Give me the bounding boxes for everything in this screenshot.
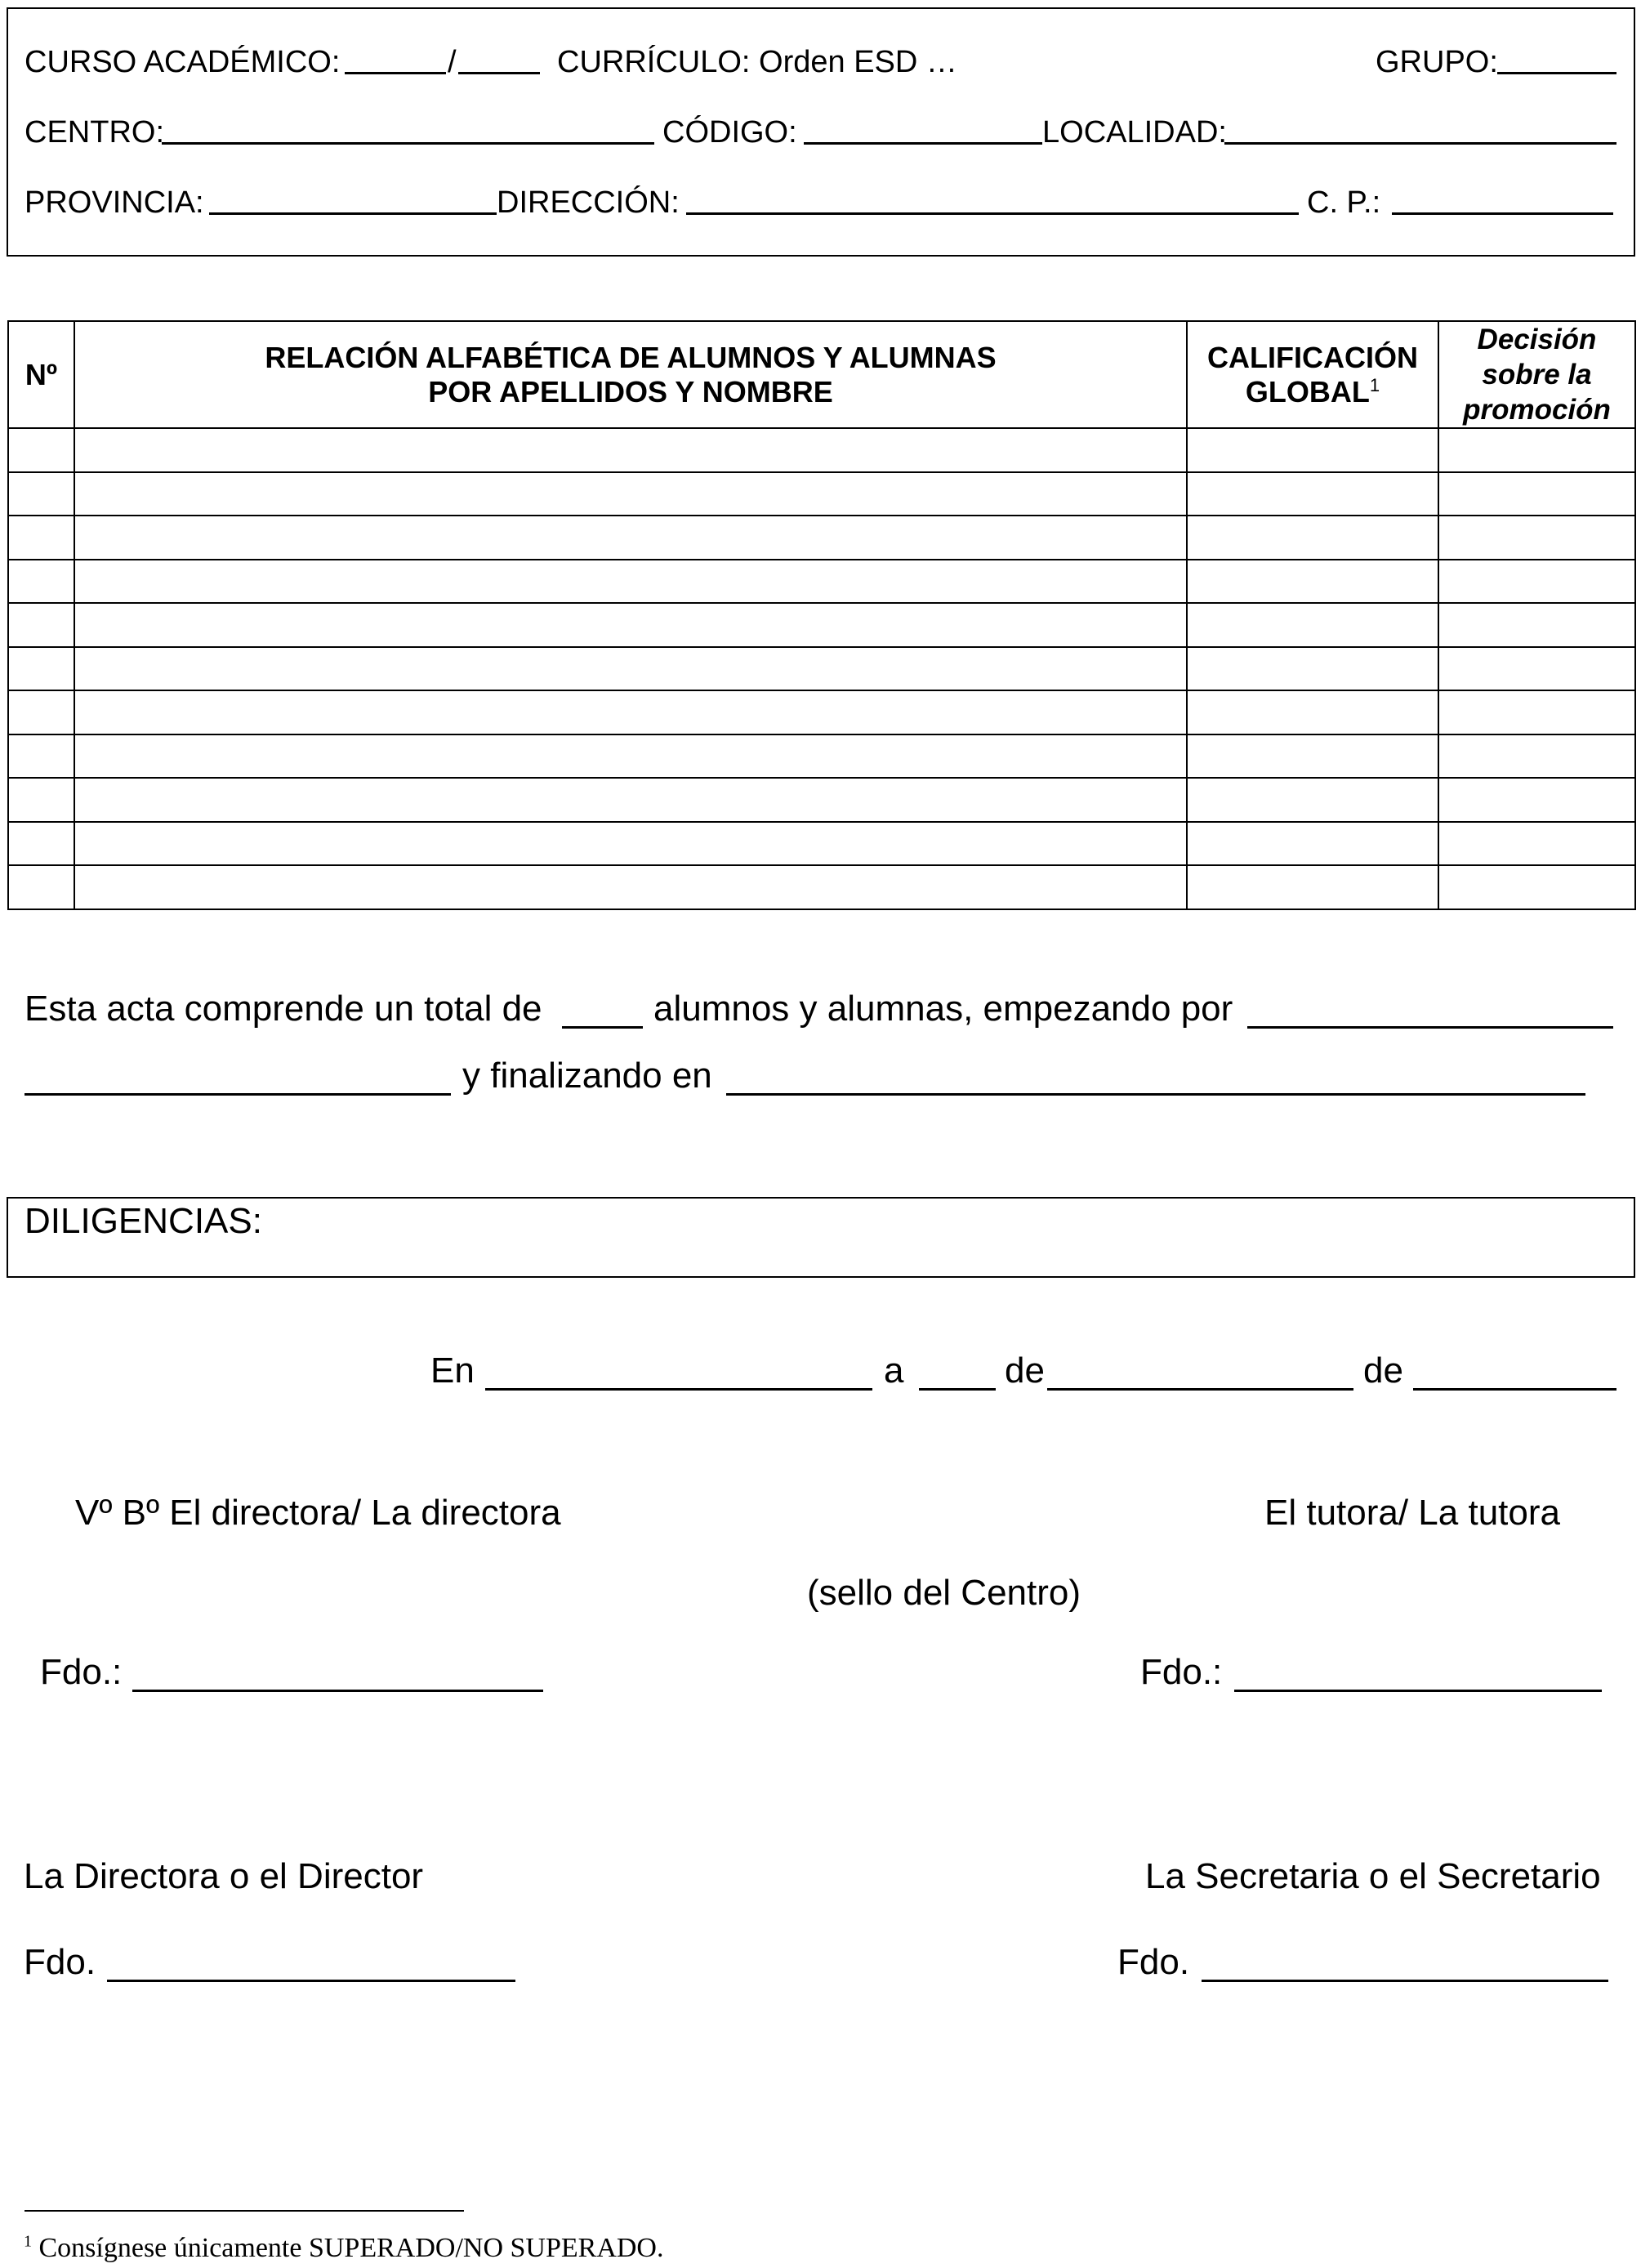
vb-director-label: Vº Bº El directora/ La directora [75,1493,561,1533]
provincia-field[interactable] [209,212,497,215]
footnote-number: 1 [24,2232,32,2251]
table-row [8,734,1635,779]
row-grade-cell[interactable] [1187,778,1438,822]
table-row [8,516,1635,560]
date-de1-label: de [1005,1351,1045,1391]
row-decision-cell[interactable] [1438,428,1635,472]
row-number-cell[interactable] [8,734,74,779]
summary-part1: Esta acta comprende un total de [25,989,542,1029]
row-decision-cell[interactable] [1438,778,1635,822]
secretario-label: La Secretaria o el Secretario [1145,1856,1601,1896]
cp-label: C. P.: [1307,185,1381,220]
row-name-cell[interactable] [74,472,1187,516]
fdo-director2-field[interactable] [107,1980,515,1982]
row-decision-cell[interactable] [1438,865,1635,909]
row-name-cell[interactable] [74,822,1187,866]
row-grade-cell[interactable] [1187,472,1438,516]
summary-part3: y finalizando en [462,1056,712,1096]
total-students-field[interactable] [562,1026,643,1029]
curso-year-start-field[interactable] [345,72,446,74]
row-decision-cell[interactable] [1438,560,1635,604]
date-day-field[interactable] [919,1388,996,1391]
date-a-label: a [884,1351,904,1391]
fdo-tutor-label: Fdo.: [1140,1652,1223,1692]
row-name-cell[interactable] [74,865,1187,909]
row-number-cell[interactable] [8,472,74,516]
row-grade-cell[interactable] [1187,428,1438,472]
row-name-cell[interactable] [74,778,1187,822]
localidad-label: LOCALIDAD: [1042,115,1227,150]
row-number-cell[interactable] [8,690,74,734]
codigo-field[interactable] [804,142,1042,145]
row-grade-cell[interactable] [1187,690,1438,734]
row-decision-cell[interactable] [1438,516,1635,560]
fdo-secretario-field[interactable] [1202,1980,1608,1982]
row-name-cell[interactable] [74,734,1187,779]
start-student-field[interactable] [1247,1026,1613,1029]
row-number-cell[interactable] [8,560,74,604]
centro-field[interactable] [162,142,654,145]
row-name-cell[interactable] [74,690,1187,734]
row-grade-cell[interactable] [1187,560,1438,604]
row-grade-cell[interactable] [1187,516,1438,560]
table-row [8,822,1635,866]
director-label: La Directora o el Director [24,1856,424,1896]
tutor-label: El tutora/ La tutora [1264,1493,1560,1533]
row-number-cell[interactable] [8,603,74,647]
start-student-field-cont[interactable] [25,1093,451,1096]
summary-part2: alumnos y alumnas, empezando por [653,989,1233,1029]
table-row [8,647,1635,691]
col-header-names: RELACIÓN ALFABÉTICA DE ALUMNOS Y ALUMNAS POR APELLIDOS Y NOMBRE [74,321,1187,428]
fdo-director2-label: Fdo. [24,1942,96,1982]
curso-label: CURSO ACADÉMICO: [25,45,341,79]
table-body [8,428,1635,909]
provincia-label: PROVINCIA: [25,185,204,220]
fdo-director-field[interactable] [132,1690,543,1692]
row-number-cell[interactable] [8,865,74,909]
row-name-cell[interactable] [74,603,1187,647]
row-name-cell[interactable] [74,428,1187,472]
table-row [8,428,1635,472]
direccion-field[interactable] [686,212,1299,215]
end-student-field[interactable] [726,1093,1585,1096]
fdo-director-label: Fdo.: [40,1652,123,1692]
footnote-marker: 1 [1369,374,1380,395]
row-grade-cell[interactable] [1187,734,1438,779]
row-number-cell[interactable] [8,428,74,472]
row-number-cell[interactable] [8,822,74,866]
row-grade-cell[interactable] [1187,647,1438,691]
footnote-separator [25,2210,464,2212]
row-decision-cell[interactable] [1438,690,1635,734]
table-row [8,560,1635,604]
footnote-text: Consígnese únicamente SUPERADO/NO SUPERADO. [38,2233,664,2263]
row-grade-cell[interactable] [1187,865,1438,909]
curriculo-text: CURRÍCULO: Orden ESD … [557,45,957,79]
row-decision-cell[interactable] [1438,603,1635,647]
row-decision-cell[interactable] [1438,647,1635,691]
row-grade-cell[interactable] [1187,603,1438,647]
row-number-cell[interactable] [8,516,74,560]
col-header-grade: CALIFICACIÓN GLOBAL$^1$ [1187,321,1438,428]
row-name-cell[interactable] [74,647,1187,691]
footnote [24,2232,663,2265]
col-header-decision: Decisión sobre la promoción [1438,321,1635,428]
date-en-label: En [430,1351,475,1391]
date-year-field[interactable] [1413,1388,1616,1391]
direccion-label: DIRECCIÓN: [497,185,680,220]
student-table [7,320,1636,910]
table-row [8,603,1635,647]
row-decision-cell[interactable] [1438,734,1635,779]
diligencias-label: DILIGENCIAS: [25,1201,262,1241]
fdo-tutor-field[interactable] [1234,1690,1602,1692]
fdo-secretario-label: Fdo. [1117,1942,1190,1982]
row-name-cell[interactable] [74,516,1187,560]
table-row [8,690,1635,734]
table-header-row [8,321,1635,428]
localidad-field[interactable] [1224,142,1616,145]
row-number-cell[interactable] [8,778,74,822]
sello-label: (sello del Centro) [807,1573,1081,1613]
date-month-field[interactable] [1047,1388,1353,1391]
centro-label: CENTRO: [25,115,164,150]
grupo-label: GRUPO: [1376,45,1498,79]
curso-separator: / [448,45,457,79]
col-header-number: Nº [8,321,74,428]
table-row [8,865,1635,909]
cp-field[interactable] [1392,212,1613,215]
row-decision-cell[interactable] [1438,472,1635,516]
date-de2-label: de [1363,1351,1403,1391]
date-place-field[interactable] [485,1388,872,1391]
row-grade-cell[interactable] [1187,822,1438,866]
row-decision-cell[interactable] [1438,822,1635,866]
row-number-cell[interactable] [8,647,74,691]
table-row [8,472,1635,516]
grupo-field[interactable] [1497,72,1616,74]
table-row [8,778,1635,822]
curso-year-end-field[interactable] [458,72,540,74]
row-name-cell[interactable] [74,560,1187,604]
codigo-label: CÓDIGO: [662,115,797,150]
